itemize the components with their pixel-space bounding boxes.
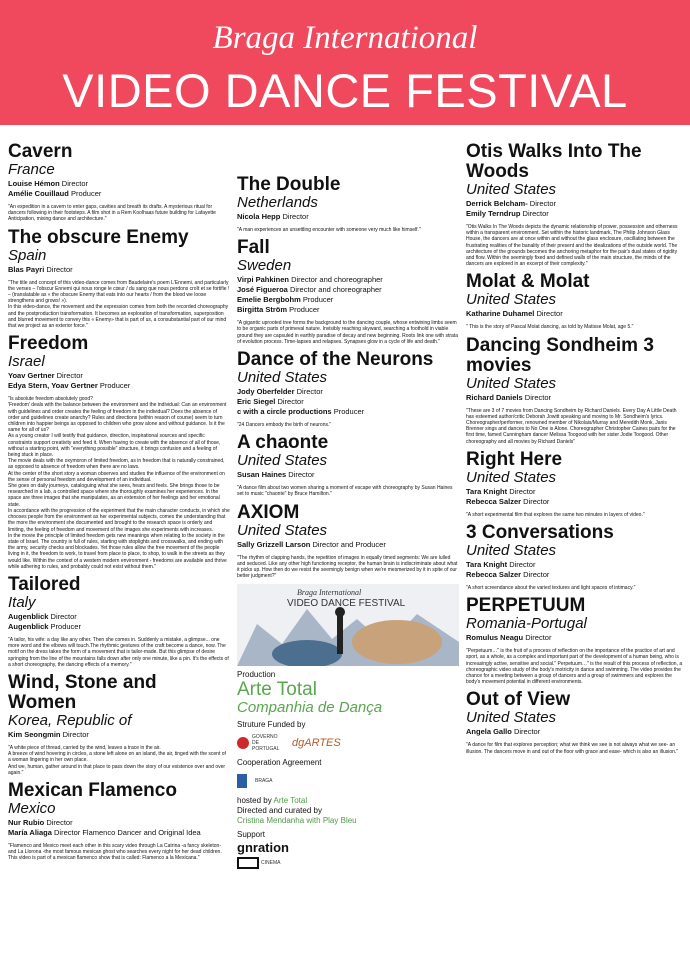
credit-line <box>466 209 684 219</box>
credit-name: Nur Rubio <box>8 817 45 827</box>
funder-logos <box>237 732 459 754</box>
credit-role: Director <box>288 470 315 480</box>
film-entry <box>237 433 459 497</box>
film-country: Israel <box>8 353 45 371</box>
film-credits <box>8 179 230 199</box>
festival-name-line1: Braga International <box>212 20 478 56</box>
credit-line <box>8 179 230 189</box>
arte-total-name: Arte Total <box>237 679 317 701</box>
credit-line <box>8 818 230 828</box>
film-credits <box>8 612 230 632</box>
credit-line <box>8 381 230 391</box>
dgartes-logo: dgARTES <box>292 737 341 750</box>
film-entry <box>8 228 230 330</box>
curators-line: Cristina Mendanha with Play Bleu <box>237 816 357 826</box>
film-entry <box>466 523 684 591</box>
credit-line <box>466 199 684 209</box>
credit-line <box>8 828 230 838</box>
film-credits <box>237 387 459 417</box>
credit-name: Emelie Bergbohm <box>237 295 301 305</box>
credit-role: Director <box>522 209 549 218</box>
credit-name: Nicola Hepp <box>237 212 281 221</box>
film-title: Molat & Molat <box>466 271 590 293</box>
credit-line <box>237 407 459 417</box>
credit-name: Virpi Pahkinen <box>237 275 289 285</box>
credit-role: Director <box>529 199 557 208</box>
credit-name: Edya Stern, Yoav Gertner <box>8 381 98 391</box>
film-title: Mexican Flamenco <box>8 779 177 801</box>
credit-role: Director <box>524 392 552 402</box>
credit-role: Director <box>523 496 550 506</box>
credit-role: Director <box>525 633 552 643</box>
credit-line <box>8 622 230 632</box>
credit-role: Director and choreographer <box>289 285 382 295</box>
credit-line <box>237 305 459 315</box>
column-left <box>8 142 230 867</box>
film-entry <box>8 142 230 223</box>
film-country: United States <box>237 452 328 470</box>
film-country: Mexico <box>8 799 56 817</box>
credit-name: Louise Hémon <box>8 179 60 188</box>
credit-name: Tara Knight <box>466 486 508 496</box>
festival-header <box>0 0 690 125</box>
film-entry <box>466 450 684 518</box>
credit-name: Yoav Gertner <box>8 371 55 381</box>
credit-name: Richard Daniels <box>466 392 523 402</box>
credit-role: Director Flamenco Dancer and Original Idea <box>54 827 201 837</box>
credit-name: Emily Terndrup <box>466 209 521 218</box>
credit-line <box>466 497 684 507</box>
credit-line <box>237 275 459 285</box>
credit-role: Director <box>62 729 89 739</box>
directed-line: Directed and curated by <box>237 806 322 816</box>
film-credits <box>237 540 459 550</box>
film-title: Tailored <box>8 573 81 595</box>
film-country: France <box>8 161 55 178</box>
credit-name: Eric Siegel <box>237 397 276 407</box>
film-title: A chaonte <box>237 432 329 454</box>
film-title: Right Here <box>466 448 563 470</box>
credit-line <box>466 727 684 737</box>
film-title: Out of View <box>466 689 571 711</box>
credit-line <box>8 189 230 199</box>
credit-role: Director <box>509 560 536 570</box>
film-country: United States <box>466 181 557 198</box>
hosted-by-line: hosted by Arte Total <box>237 796 308 806</box>
credit-line <box>466 560 684 570</box>
film-description: "A tailor, his wife: a day like any other. Then she comes in. Suddenly a mistake, a glimpse... one more word and the elbows will touch.The rhythmic gestures of the craft become a dance, now. The motif on the dress takes the form of a movement that is tailor-made. But this glimpse of desire springing from the line of the mountains falls down after only one minute, like a pin. It's the effects of a short choreography, the dancing effects of a memory." <box>8 636 229 668</box>
film-country: United States <box>237 369 328 387</box>
credit-name: Susan Haines <box>237 470 287 480</box>
credit-role: Producer <box>289 305 320 315</box>
credit-role: Director <box>46 817 73 827</box>
credit-role: Director <box>61 179 89 188</box>
governo-portugal-logo: GOVERNO DE PORTUGAL <box>237 734 284 752</box>
credit-name: Jody Oberfelder <box>237 387 295 397</box>
film-title: PERPETUUM <box>466 595 586 617</box>
film-credits <box>466 727 684 737</box>
credit-role: Director <box>46 264 73 274</box>
credit-line <box>466 393 684 403</box>
film-entry <box>237 503 459 580</box>
arte-total-subtitle: Companhia de Dança <box>237 699 383 717</box>
credit-line <box>466 487 684 497</box>
credit-name: Derrick Belcham- <box>466 199 528 208</box>
credit-name: José Figueroa <box>237 285 288 295</box>
cinema-icon <box>237 857 259 869</box>
film-description: "The rhythm of clapping hands, the repetition of images in equally timed segments: We are lulled and seduced. Like any other high functioning receptor, the human brain is indiscriminate about what it picks up. How then do we resist the seemingly benign when we're mesmerized by it in spite of our better judgment?" <box>237 554 458 580</box>
credit-line <box>237 295 459 305</box>
credit-role: Director <box>50 611 77 621</box>
poster-title-line1: Braga International <box>297 588 362 598</box>
film-description: "A short experimental film that explores the same two minutes in layers of video." <box>466 511 645 518</box>
credit-role: Director <box>296 387 323 397</box>
film-description: " This is the story of Pascal Molat dancing, as told by Matisse Molat, age 5." <box>466 324 634 331</box>
festival-name-line2: VIDEO DANCE FESTIVAL <box>62 64 628 117</box>
film-credits <box>8 265 230 275</box>
credit-name: Rebecca Salzer <box>466 496 522 506</box>
film-entry <box>8 673 230 776</box>
film-description: "Flamenco and Mexico meet each other in this scary video through La Catrina -a fancy skeleton- and La Llorona -the most famous mexican ghost who searches every night for her dead children. This video is part of a mexican flamenco show that is called: Flamenco a la Mexicana." <box>8 842 222 862</box>
film-country: Netherlands <box>237 194 318 211</box>
film-credits <box>466 633 684 643</box>
film-title: Dance of the Neurons <box>237 349 434 371</box>
credit-name: Kim Seongmin <box>8 729 61 739</box>
film-entry <box>8 575 230 668</box>
film-entry <box>466 272 684 330</box>
film-country: United States <box>466 374 557 392</box>
film-description: "A short screendance about the varied textures and light spaces of intimacy." <box>466 585 636 592</box>
credit-line <box>237 470 459 480</box>
film-credits <box>466 199 684 219</box>
credit-line <box>8 265 230 275</box>
credit-line <box>8 730 230 740</box>
credit-name: Blas Payri <box>8 264 45 274</box>
film-entry <box>466 596 684 685</box>
credit-role: Director <box>513 727 541 737</box>
credit-name: Birgitta Ström <box>237 305 288 315</box>
film-country: United States <box>466 468 557 486</box>
credit-name: María Aliaga <box>8 827 52 837</box>
film-credits <box>466 393 684 403</box>
credit-name: c with a circle productions <box>237 407 332 417</box>
film-country: United States <box>466 709 557 727</box>
column-right <box>466 142 684 760</box>
credit-line <box>466 633 684 643</box>
film-credits <box>8 730 230 740</box>
credit-name: Rebecca Salzer <box>466 570 522 580</box>
film-credits <box>237 470 459 480</box>
film-entry <box>8 781 230 862</box>
film-title: The obscure Enemy <box>8 226 189 248</box>
credit-name: Katharine Duhamel <box>466 309 535 319</box>
credit-line <box>237 397 459 407</box>
credit-line <box>8 371 230 381</box>
film-description: "Otis Walks In The Woods depicts the dynamic relationship of power, possession and otherness within a transparent environment. Set within the historic landmark, The Philip Johnson Glass House, the dancers are at once within and without the glass enclosure, oscillating between the frustrating realities of the banality of their present and the idealizations of the outside world. The architecture of the grounds becomes the anchoring metaphor for the pair's dual states of rigidity and flow. Within the seemingly fixed and defined walls of the main structure, the minds of the dancers are explored in an excerpt of their complexity." <box>466 224 678 268</box>
film-country: Spain <box>8 246 47 264</box>
film-entry <box>466 690 684 754</box>
film-country: Korea, Republic of <box>8 711 132 729</box>
credit-role: Director <box>56 371 83 381</box>
film-title: 3 Conversations <box>466 522 614 544</box>
credit-line <box>237 387 459 397</box>
credit-role: Producer <box>99 381 131 391</box>
poster-title-line2: VIDEO DANCE FESTIVAL <box>287 598 406 610</box>
hosted-by-name: Arte Total <box>273 796 308 806</box>
credit-name: Sally Grizzell Larson <box>237 539 311 549</box>
production-block <box>237 584 459 869</box>
credit-role: Director <box>509 486 536 496</box>
film-credits <box>466 560 684 580</box>
credit-name: Angela Gallo <box>466 727 512 737</box>
column-middle <box>237 175 459 869</box>
film-entry <box>466 142 684 267</box>
film-country: United States <box>466 291 557 309</box>
film-title: Dancing Sondheim 3 movies <box>466 334 654 376</box>
film-entry <box>466 336 684 445</box>
credit-role: Director <box>536 309 563 319</box>
film-description: "These are 3 of 7 movies from Dancing Sondheim by Richard Daniels. Every Day A Little Death has esteemed author/critic Deborah Jowitt speaking and moving to Mr. Sondheim's lyrics. Choreographer/performer, renowned member of Nikolais/Murray and Meredith Monk, Janis Brenner sings and dances to No One is Alone. Choreographer Christopher Caines pairs for the first time, famed Cunningham dancer Melissa Toogood with her sister Jodie Toogood. Other choreography and all movies by Richard Daniels" <box>466 407 677 445</box>
film-description: "A white piece of thread, carried by the wind, leaves a trace in the air. A breeze of wind hovering in circles, a stone left alone on an island, the air, tinged with the scent of a woman lingering in her own place. And we, human, gather around in that place to pass down the story of our existence over and over again." <box>8 744 226 776</box>
film-country: United States <box>237 521 328 539</box>
credit-line <box>466 309 684 319</box>
film-credits <box>466 487 684 507</box>
film-country: Romania-Portugal <box>466 615 587 633</box>
gnration-logo: gnration <box>237 840 289 856</box>
credit-role: Producer <box>50 621 81 631</box>
funded-label: Struture Funded by <box>237 720 306 730</box>
film-description: "A man experiences an unsettling encounter with someone very much like himself." <box>237 227 421 233</box>
credit-role: Director <box>282 212 309 221</box>
film-title: The Double <box>237 175 341 195</box>
braga-logo: BRAGA <box>237 770 459 792</box>
credit-name: Tara Knight <box>466 560 508 570</box>
credit-role: Director <box>277 397 304 407</box>
credit-name: Romulus Neagu <box>466 633 524 643</box>
film-description: "A dance for film that explores perception; what we think we see is not always what we see- an illusion. The dancers move in and out of the floor with grace and ease- which is also an illusion." <box>466 742 679 755</box>
film-entry <box>237 350 459 428</box>
credit-name: Amélie Couillaud <box>8 189 69 198</box>
film-entry <box>8 334 230 570</box>
credit-line <box>237 212 459 222</box>
film-country: United States <box>466 542 557 560</box>
production-label: Production <box>237 670 276 680</box>
credit-line <box>237 540 459 550</box>
film-credits <box>237 212 459 222</box>
film-description: "A gigantic uprooted tree forms the background to the dancing couple, whose entwining limbs seem to be organic parts of primeval nature. Invisibly reaching skyward, searching a foothold in viable ground they are capsuled in earthly paradise of decay and new beginning. Roots link one with strata of evolution process. Time-lapses and relapses. Synapses glow in a cycle of life and death." <box>237 320 458 345</box>
film-country: Italy <box>8 593 36 611</box>
film-country: Sweden <box>237 257 292 275</box>
film-entry <box>237 175 459 233</box>
cooperation-label: Cooperation Agreement <box>237 758 322 768</box>
film-description: "Is absolute freedom absolutely good? 'Freedom' deals with the balance between the environment and the individual: Can an environment with guidelines and order creates the feeling of freedom in the individual? Does the absence of order and guidelines create anarchy? Rules and directions (within reason of course) seem to turn children into happier beings as opposed to children who grow alone and without guidance. Is it the same for all of us? As a young creator I will testify that guidance, direction, inspirational sources and specific constraints support creativity and feed it. When having to create with the absence of all of those, without a starting point, with "everything possible" structure, it brings confusion and a feeling of being stuck in place. The movie deals with the oxymoron of limited freedom, as in freedom that is naturally constrained, as opposed to absence of freedom when there are no laws. At the center of the short story a woman observes and studies the influence of the environment on the sense of personal freedom and development of an individual. She goes on daily journeys, cataloguing what she sees, hears and feels. She brings those to be researched in a lab, a controlled space where she thoroughly examines her experiences. In the space are three images that she manipulates, as an extension of her feelings and her emotional state. In accordance with the progression of the experiment that the main character conducts, in which she chooses people from the environment as her experimental subjects, comes the understanding that the more the environment she documented and brought to the research space is orderly and limiting, the feeling of freedom and movement of the images she experiments with increases. In the movie the principle of limited freedom gets new meanings when relating to the society in the state of Israel. The country is full of rules, starting with stoplights and crosswalks, and ending with the army, security checks and blockades. Yet those rules allow the free movement of the people living in it, the freedom to work, to travel from place to place, to shop, to walk in the streets as they would like. Within the context of a western modern environment - freedoms are available and thrive while adhering to rules, and probably could not exist without them." <box>8 396 230 570</box>
credit-line <box>466 570 684 580</box>
film-entry <box>237 238 459 345</box>
credit-name: Augenblick <box>8 611 49 621</box>
film-description: "The title and concept of this video-dance comes from Baudelaire's poem L'Ennemi, and particularly the verses – l'obscur Ennemi qui nous ronge le cœur / du sang que nous perdons croît et se fortifie ! – (translatable as « the obscure Enemy that eats into our hearts / from the blood we loose strengthens and grows! »). In this video-dance, the movement and the expression comes from both the recorded choreography and the postproduction transformation. It becomes an exploration of transformation, superposition and blurred movement to convey this « Enemy» that is part of us, a consubstantial part of our mind that we project as an exterior force." <box>8 279 230 330</box>
film-credits <box>466 309 684 319</box>
credit-role: Producer <box>70 189 102 198</box>
festival-poster <box>237 584 459 666</box>
governo-emblem-icon <box>237 737 249 749</box>
film-credits <box>8 818 230 838</box>
cinema-logo: CINEMA <box>237 857 459 869</box>
credit-role: Director <box>523 570 550 580</box>
film-title: Wind, Stone and Women <box>8 671 157 713</box>
film-title: Fall <box>237 237 270 259</box>
film-description: "24 Dancers embody the birth of neurons." <box>237 422 332 429</box>
braga-emblem-icon <box>237 774 247 788</box>
support-label: Support <box>237 830 266 840</box>
credit-line <box>237 285 459 295</box>
film-title: AXIOM <box>237 501 300 523</box>
film-credits <box>8 371 230 391</box>
credit-name: Augenblick <box>8 621 49 631</box>
credit-role: Director and Producer <box>312 539 386 549</box>
film-credits <box>237 275 459 315</box>
film-title: Cavern <box>8 142 73 162</box>
film-title: Otis Walks Into The Woods <box>466 142 642 182</box>
film-title: Freedom <box>8 333 89 355</box>
film-description: "A dance film about two women sharing a moment of escape with choreography by Susan Haines set to music "chaonte" by Bruce Hamilton." <box>237 485 453 498</box>
credit-role: Director and choreographer <box>291 275 383 285</box>
credit-role: Producer <box>302 295 334 305</box>
credit-line <box>8 612 230 622</box>
credit-role: Producer <box>333 407 365 417</box>
film-description: "An expedition in a cavern to enter gaps, cavities and breath its drafts. A mysterious ritual for dancers following in their footsteps. A film shot in a Rem Koolhaas future building for Lafayette Anticipation, mixing dance and architecture." <box>8 204 216 223</box>
film-description: "Perpetuum…" is the fruit of a process of reflection on the importance of the practice of art and sport, as a whole, as a complex and important part of the development of a human being, who is increasingly active, sensitive and social." Perpetuum…" is the result of this process of reflection, a choreographic video study of the body's motricity in dance and swimming. The video provides the chance for a meeting between a group of dancers and a group of swimmers and explores the body's movement potential in different environments. <box>466 648 683 686</box>
